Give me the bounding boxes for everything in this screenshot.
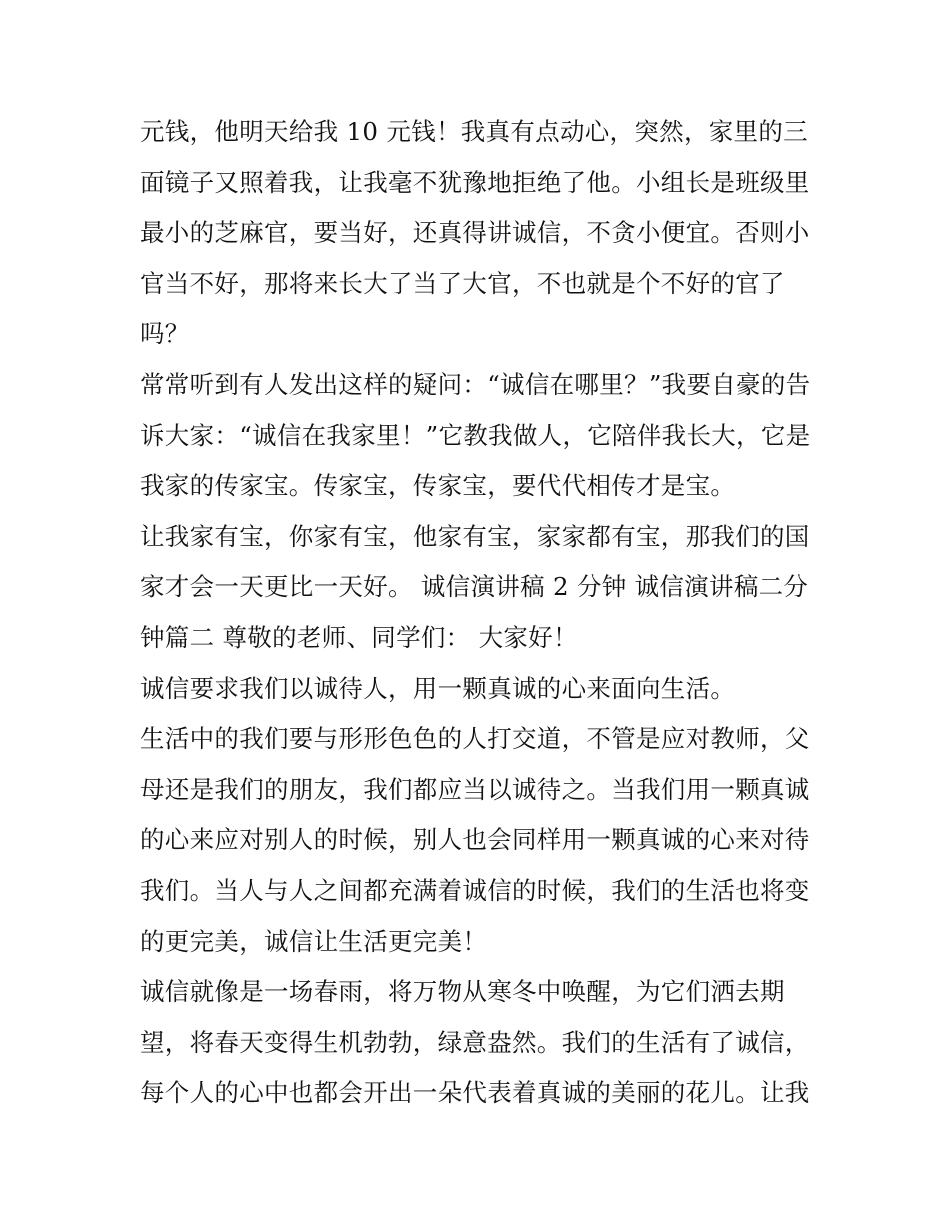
text-line: 吗？ (140, 319, 190, 349)
text-line: 钟篇二 尊敬的老师、同学们： 大家好！ (140, 622, 578, 652)
text-line: 我们。当人与人之间都充满着诚信的时候，我们的生活也将变 (140, 875, 810, 905)
text-line: 家才会一天更比一天好。 诚信演讲稿 2 分钟 诚信演讲稿二分 (140, 572, 809, 602)
text-line: 母还是我们的朋友，我们都应当以诚待之。当我们用一颗真诚 (140, 774, 810, 804)
text-line: 诉大家：“诚信在我家里！”它教我做人，它陪伴我长大，它是 (140, 420, 811, 450)
text-line: 我家的传家宝。传家宝，传家宝，要代代相传才是宝。 (140, 471, 736, 501)
text-line: 常常听到有人发出这样的疑问：“诚信在哪里？”我要自豪的告 (140, 369, 811, 399)
text-line: 让我家有宝，你家有宝，他家有宝，家家都有宝，那我们的国 (140, 521, 810, 551)
text-line: 最小的芝麻官，要当好，还真得讲诚信，不贪小便宜。否则小 (140, 218, 810, 248)
text-line: 面镜子又照着我，让我毫不犹豫地拒绝了他。小组长是班级里 (140, 167, 810, 197)
text-line: 官当不好，那将来长大了当了大官，不也就是个不好的官了 (140, 268, 785, 298)
text-line: 诚信就像是一场春雨，将万物从寒冬中唤醒，为它们洒去期 (140, 977, 785, 1007)
text-line: 生活中的我们要与形形色色的人打交道，不管是应对教师，父 (140, 724, 810, 754)
text-line: 诚信要求我们以诚待人，用一颗真诚的心来面向生活。 (140, 673, 736, 703)
text-line: 的更完美，诚信让生活更完美！ (140, 926, 488, 956)
text-line: 每个人的心中也都会开出一朵代表着真诚的美丽的花儿。让我 (140, 1078, 810, 1108)
text-line: 的心来应对别人的时候，别人也会同样用一颗真诚的心来对待 (140, 825, 810, 855)
text-line: 元钱，他明天给我 10 元钱！我真有点动心，突然，家里的三 (140, 117, 808, 146)
text-line: 望，将春天变得生机勃勃，绿意盎然。我们的生活有了诚信， (140, 1027, 810, 1057)
document-body (140, 107, 820, 1119)
